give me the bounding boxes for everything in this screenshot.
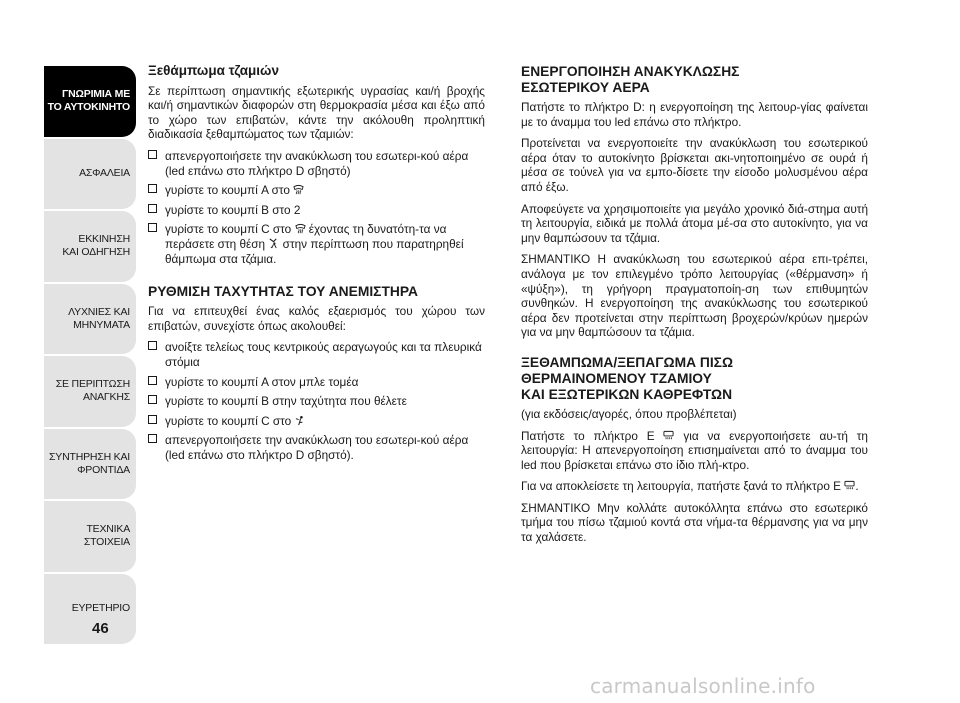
list-item: απενεργοποιήσετε την ανακύκλωση του εσωτερι-κού αέρα (led επάνω στο πλήκτρο D σβηστό) bbox=[148, 149, 485, 178]
checkbox-bullet-icon bbox=[148, 434, 157, 443]
tab-safety[interactable] bbox=[44, 139, 136, 210]
rear-important: ΣΗΜΑΝΤΙΚΟ Μην κολλάτε αυτοκόλλητα επάνω στο εσωτερικό τμήμα του πίσω τζαμιού κοντά στα νήμα-τα θέρμανσης για να μην τα χαλάσετε. bbox=[521, 500, 868, 545]
tab-label: ΣΕ ΠΕΡΙΠΤΩΣΗ ΑΝΑΓΚΗΣ bbox=[55, 378, 130, 404]
list-item: γυρίστε το κουμπί C στο έχοντας τη δυνατότη-τα να περάσετε στη θέση στην περίπτωση που παρατηρηθεί θάμπωμα στα τζάμια. bbox=[148, 222, 485, 266]
checkbox-bullet-icon bbox=[148, 341, 157, 350]
tab-label: ΛΥΧΝΙΕΣ ΚΑΙ ΜΗΝΥΜΑΤΑ bbox=[68, 305, 130, 331]
right-column bbox=[521, 64, 868, 552]
chapter-sidebar bbox=[44, 66, 136, 646]
left-column bbox=[148, 64, 485, 472]
list-item: γυρίστε το κουμπί A στον μπλε τομέα bbox=[148, 375, 485, 390]
checkbox-bullet-icon bbox=[148, 223, 157, 232]
windshield-defrost-icon bbox=[293, 184, 304, 195]
list-item: γυρίστε το κουμπί B στο 2 bbox=[148, 203, 485, 218]
checkbox-bullet-icon bbox=[148, 184, 157, 193]
defog-steps bbox=[148, 149, 485, 266]
tab-label: ΕΚΚΙΝΗΣΗ ΚΑΙ ΟΔΗΓΗΣΗ bbox=[62, 233, 130, 259]
rear-p1: Πατήστε το πλήκτρο E για να ενεργοποιήσετε αυ-τή τη λειτουργία: Η απενεργοποίηση επισημαίνεται από το άναμμα του led που βρίσκεται επάνω στο ίδιο πλή-κτρο. bbox=[521, 428, 868, 472]
checkbox-bullet-icon bbox=[148, 395, 157, 404]
recirc-p3: Αποφεύγετε να χρησιμοποιείτε για μεγάλο χρονικό διά-στημα αυτή τη λειτουργία, ειδικά με πολλά άτομα μέ-σα στο αυτοκίνητο, για να μην θαμπώσουν τα τζάμια. bbox=[521, 201, 868, 245]
tab-starting-driving[interactable] bbox=[44, 211, 136, 282]
fan-intro: Για να επιτευχθεί ένας καλός εξαερισμός του χώρου των επιβατών, συνεχίστε όπως ακολουθεί: bbox=[148, 304, 485, 333]
tab-label: ΓΝΩΡΙΜΙΑ ΜΕ ΤΟ ΑΥΤΟΚΙΝΗΤΟ bbox=[47, 88, 130, 114]
recirc-p1: Πατήστε το πλήκτρο D: η ενεργοποίηση της λειτουρ-γίας φαίνεται με το άναμμα του led επάνω στο πλήκτρο. bbox=[521, 100, 868, 129]
defog-intro: Σε περίπτωση σημαντικής εξωτερικής υγρασίας και/ή βροχής και/ή σημαντικών διαφορών στη θερμοκρασία μέσα και έξω από το χώρο των επιβατών, κάντε την ακόλουθη προληπτική διαδικασία ξεθαμπώματος των τζαμιών: bbox=[148, 83, 485, 142]
tab-label: ΣΥΝΤΗΡΗΣΗ ΚΑΙ ΦΡΟΝΤΙΔΑ bbox=[49, 450, 130, 476]
rear-p2: Για να αποκλείσετε τη λειτουργία, πατήστε ξανά το πλήκτρο E . bbox=[521, 479, 859, 494]
tab-label: ΑΣΦΑΛΕΙΑ bbox=[79, 167, 130, 180]
section-title-defog: Ξεθάμπωμα τζαμιών bbox=[148, 63, 279, 78]
checkbox-bullet-icon bbox=[148, 376, 157, 385]
fan-steps bbox=[148, 340, 485, 462]
checkbox-bullet-icon bbox=[148, 415, 157, 424]
windshield-defrost-icon bbox=[295, 223, 306, 234]
page-number: 46 bbox=[92, 620, 109, 637]
list-item: γυρίστε το κουμπί C στο bbox=[148, 414, 485, 429]
tab-label: ΤΕΧΝΙΚΑ ΣΤΟΙΧΕΙΑ bbox=[83, 523, 130, 549]
list-item: γυρίστε το κουμπί B στην ταχύτητα που θέλετε bbox=[148, 394, 485, 409]
section-title-fan-speed: ΡΥΘΜΙΣΗ ΤΑΧΥΤΗΤΑΣ ΤΟΥ ΑΝΕΜΙΣΤΗΡΑ bbox=[148, 284, 418, 300]
tab-technical-data[interactable] bbox=[44, 501, 136, 572]
tab-index[interactable] bbox=[44, 574, 136, 645]
rear-subtitle: (για εκδόσεις/αγορές, όπου προβλέπεται) bbox=[521, 406, 737, 421]
tab-label: ΕΥΡΕΤΗΡΙΟ bbox=[71, 602, 130, 615]
watermark: carmanualsonline.info bbox=[590, 674, 816, 698]
list-item: ανοίξτε τελείως τους κεντρικούς αεραγωγούς και τα πλευρικά στόμια bbox=[148, 340, 485, 369]
checkbox-bullet-icon bbox=[148, 150, 157, 159]
recirc-p2: Προτείνεται να ενεργοποιείτε την ανακύκλωση του εσωτερικού αέρα όταν το αυτοκίνητο βρίσκεται ακι-νητοποιημένο σε ουρά ή μέσα σε τούνελ για να εμπο-δίσετε την είσοδο μολυσμένου αέρα από έξω. bbox=[521, 136, 868, 194]
section-title-rear-defrost: ΞΕΘΑΜΠΩΜΑ/ΞΕΠΑΓΩΜΑ ΠΙΣΩ ΘΕΡΜΑΙΝΟΜΕΝΟΥ ΤΖΑΜΙΟΥ ΚΑΙ ΕΞΩΤΕΡΙΚΩΝ ΚΑΘΡΕΦΤΩΝ bbox=[521, 354, 734, 402]
section-title-recirculation: ΕΝΕΡΓΟΠΟΙΗΣΗ ΑΝΑΚΥΚΛΩΣΗΣ ΕΣΩΤΕΡΙΚΟΥ ΑΕΡΑ bbox=[521, 64, 740, 95]
rear-window-defrost-icon bbox=[663, 430, 674, 441]
recirc-important: ΣΗΜΑΝΤΙΚΟ Η ανακύκλωση του εσωτερικού αέρα επι-τρέπει, ανάλογα με τον επιλεγμένο τρόπο λειτουργίας («θέρμανση» ή «ψύξη»), τη γρήγορη πραγματοποίη-ση των επιθυμητών συνθηκών. Η ενεργοποίηση της ανακύκλωσης του εσωτερικού αέρα δεν προτείνεται στην περίπτωση βροχερών/κρύων ημερών για να μην θαμπώσουν τα τζάμια. bbox=[521, 252, 868, 340]
airflow-face-icon bbox=[295, 415, 306, 426]
checkbox-bullet-icon bbox=[148, 204, 157, 213]
airflow-windshield-feet-icon bbox=[268, 238, 279, 249]
list-item: απενεργοποιήσετε την ανακύκλωση του εσωτερι-κού αέρα (led επάνω στο πλήκτρο D σβηστό). bbox=[148, 433, 485, 462]
tab-warning-lights[interactable] bbox=[44, 284, 136, 355]
list-item: γυρίστε το κουμπί A στο bbox=[148, 183, 485, 198]
tab-emergency[interactable] bbox=[44, 356, 136, 427]
tab-getting-to-know-car[interactable] bbox=[44, 66, 136, 137]
tab-maintenance[interactable] bbox=[44, 429, 136, 500]
rear-window-defrost-icon bbox=[844, 480, 855, 491]
